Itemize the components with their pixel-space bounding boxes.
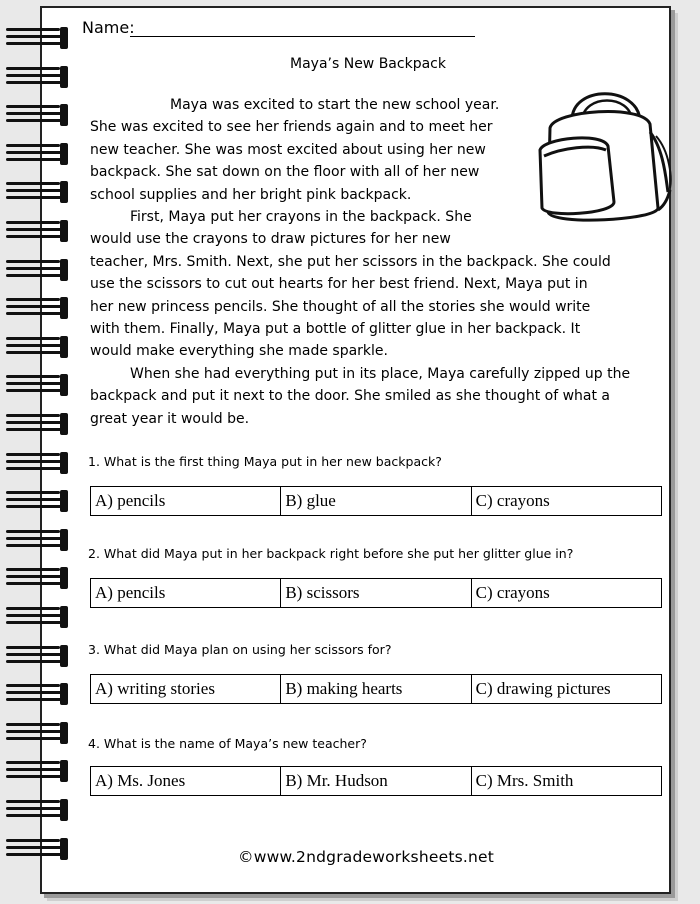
name-line — [130, 36, 475, 37]
story-line: school supplies and her bright pink backpack. — [90, 186, 412, 203]
spiral-coil — [6, 219, 68, 243]
story-line: Maya was excited to start the new school year. — [170, 97, 500, 113]
question-1: 1. What is the first thing Maya put in her new backpack? — [88, 454, 442, 469]
spiral-coil — [6, 837, 68, 861]
spiral-coil — [6, 103, 68, 127]
spiral-coil — [6, 721, 68, 745]
footer-copyright: ©www.2ndgradeworksheets.net — [238, 848, 495, 866]
story-line: would use the crayons to draw pictures for her new — [90, 231, 451, 248]
story-line: First, Maya put her crayons in the backpack. She — [130, 209, 472, 226]
spiral-coil — [6, 644, 68, 668]
spiral-coil — [6, 798, 68, 822]
answer-choices-2 — [90, 578, 662, 608]
spiral-coil — [6, 605, 68, 629]
answer-option[interactable]: C) crayons — [475, 583, 550, 602]
answer-option[interactable]: B) scissors — [281, 579, 471, 607]
answer-choices-4 — [90, 766, 662, 796]
answer-option[interactable]: C) Mrs. Smith — [475, 771, 574, 790]
answer-option[interactable]: A) pencils — [91, 579, 281, 607]
spiral-coil — [6, 258, 68, 282]
answer-option[interactable]: B) making hearts — [281, 675, 471, 703]
answer-choices-1 — [90, 486, 662, 516]
answer-option[interactable]: C) drawing pictures — [475, 679, 611, 698]
spiral-coil — [6, 566, 68, 590]
answer-option[interactable]: B) Mr. Hudson — [281, 767, 471, 795]
story-title: Maya’s New Backpack — [290, 56, 446, 72]
question-4: 4. What is the name of Maya’s new teacher? — [88, 736, 367, 751]
answer-option[interactable]: A) pencils — [91, 487, 281, 515]
story-line: her new princess pencils. She thought of all the stories she would write — [90, 298, 591, 315]
name-label: Name: — [82, 18, 135, 37]
spiral-coil — [6, 373, 68, 397]
answer-option[interactable]: A) Ms. Jones — [91, 767, 281, 795]
spiral-coil — [6, 180, 68, 204]
story-line: great year it would be. — [90, 410, 250, 427]
answer-option[interactable]: A) writing stories — [91, 675, 281, 703]
spiral-coil — [6, 26, 68, 50]
spiral-coil — [6, 451, 68, 475]
spiral-coil — [6, 759, 68, 783]
story-line: with them. Finally, Maya put a bottle of glitter glue in her backpack. It — [90, 321, 581, 338]
spiral-coil — [6, 142, 68, 166]
story-line: When she had everything put in its place, Maya carefully zipped up the — [130, 365, 631, 382]
story-line: new teacher. She was most excited about using her new — [90, 141, 486, 158]
spiral-coil — [6, 335, 68, 359]
spiral-binding — [0, 0, 80, 904]
story-line: would make everything she made sparkle. — [90, 343, 388, 360]
question-2: 2. What did Maya put in her backpack right before she put her glitter glue in? — [88, 546, 574, 561]
spiral-coil — [6, 412, 68, 436]
spiral-coil — [6, 65, 68, 89]
story-line: backpack. She sat down on the floor with all of her new — [90, 164, 480, 181]
answer-option[interactable]: C) crayons — [475, 491, 550, 510]
answer-option[interactable]: B) glue — [281, 487, 471, 515]
spiral-coil — [6, 682, 68, 706]
spiral-coil — [6, 528, 68, 552]
story-line: She was excited to see her friends again and to meet her — [90, 119, 493, 136]
story-text — [90, 94, 662, 430]
question-3: 3. What did Maya plan on using her scissors for? — [88, 642, 392, 657]
spiral-coil — [6, 296, 68, 320]
spiral-coil — [6, 489, 68, 513]
story-line: use the scissors to cut out hearts for her best friend. Next, Maya put in — [90, 276, 588, 293]
story-line: backpack and put it next to the door. She smiled as she thought of what a — [90, 388, 610, 405]
answer-choices-3 — [90, 674, 662, 704]
story-line: teacher, Mrs. Smith. Next, she put her scissors in the backpack. She could — [90, 253, 611, 270]
